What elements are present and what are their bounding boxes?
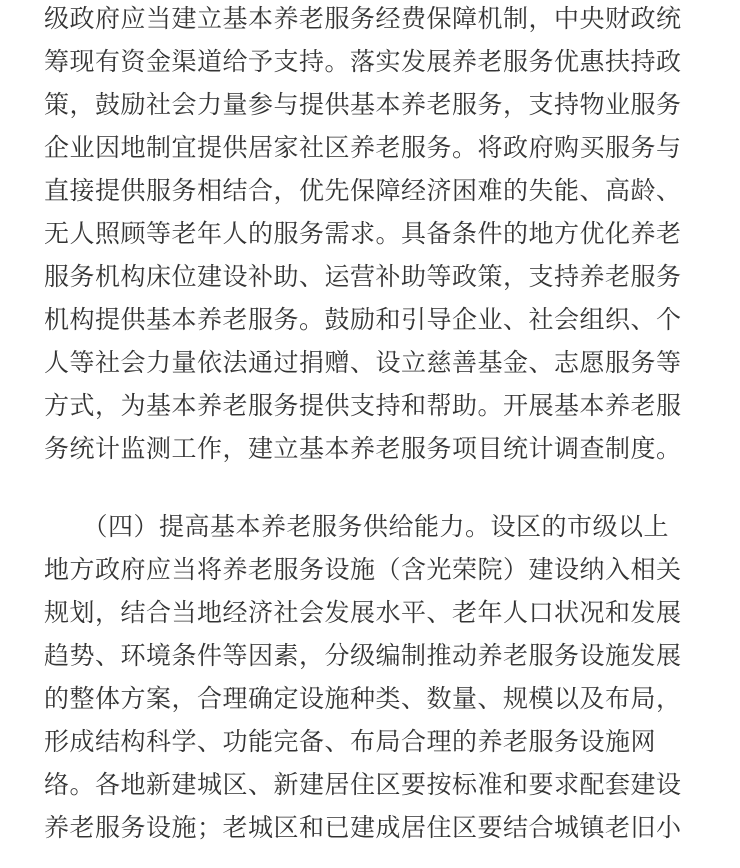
text-line: 策，鼓励社会力量参与提供基本养老服务，支持物业服务 (44, 90, 682, 119)
paragraph-funding-guarantee (44, 0, 704, 470)
text-line: （四）提高基本养老服务供给能力。设区的市级以上 (44, 512, 670, 541)
text-line: 服务机构床位建设补助、运营补助等政策，支持养老服务 (44, 262, 682, 291)
text-line: 无人照顾等老年人的服务需求。具备条件的地方优化养老 (44, 219, 682, 248)
text-line: 络。各地新建城区、新建居住区要按标准和要求配套建设 (44, 770, 682, 799)
text-line: 企业因地制宜提供居家社区养老服务。将政府购买服务与 (44, 133, 682, 162)
text-line: 务统计监测工作，建立基本养老服务项目统计调查制度。 (44, 434, 682, 463)
text-line: 地方政府应当将养老服务设施（含光荣院）建设纳入相关 (44, 555, 682, 584)
text-line: 级政府应当建立基本养老服务经费保障机制，中央财政统 (44, 4, 682, 33)
text-line: 的整体方案，合理确定设施种类、数量、规模以及布局， (44, 684, 682, 713)
text-line: 人等社会力量依法通过捐赠、设立慈善基金、志愿服务等 (44, 348, 682, 377)
text-line: 方式，为基本养老服务提供支持和帮助。开展基本养老服 (44, 391, 682, 420)
paragraph-supply-capacity (44, 505, 704, 849)
text-line: 趋势、环境条件等因素，分级编制推动养老服务设施发展 (44, 641, 682, 670)
text-line: 直接提供服务相结合，优先保障经济困难的失能、高龄、 (44, 176, 682, 205)
text-line: 养老服务设施；老城区和已建成居住区要结合城镇老旧小 (44, 813, 682, 842)
text-line: 规划，结合当地经济社会发展水平、老年人口状况和发展 (44, 598, 682, 627)
text-line: 形成结构科学、功能完备、布局合理的养老服务设施网 (44, 727, 657, 756)
text-line: 筹现有资金渠道给予支持。落实发展养老服务优惠扶持政 (44, 47, 682, 76)
text-line: 机构提供基本养老服务。鼓励和引导企业、社会组织、个 (44, 305, 682, 334)
